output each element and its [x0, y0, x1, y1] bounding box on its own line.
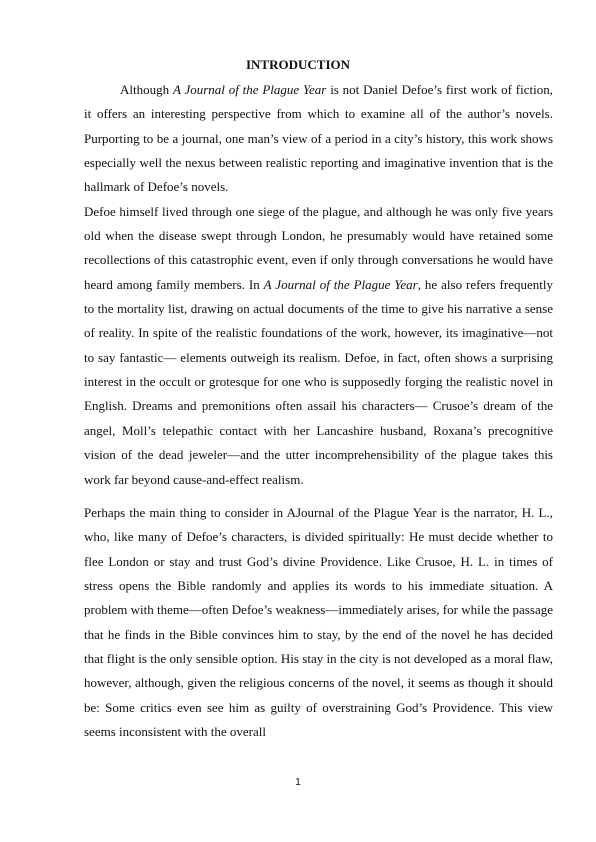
- book-title: A Journal of the Plague Year: [263, 276, 418, 292]
- body-text: [84, 78, 553, 744]
- book-title: A Journal of the Plague Year: [172, 82, 327, 97]
- paragraph-1: [84, 78, 553, 200]
- page-title: INTRODUCTION: [245, 57, 350, 72]
- paragraph-3: Perhaps the main thing to consider in AJournal of the Plague Year is the narrator, H. L., who, like many of Defoe’s characters, is divided spiritually: He must decide whether to flee London or stay and trust God’s divine Providence. Like Crusoe, H. L. in times of stress opens the Bible randomly and applies its words to his immediate situation. A problem with theme—often Defoe’s weakness—immediately arises, for while the passage that he finds in the Bible convinces him to stay, by the end of the novel he has decided that flight is the only sensible option. His stay in the city is not developed as a moral flaw, however, although, given the religious concerns of the novel, it seems as though it should be: Some critics even see him as guilty of overstraining God’s Providence. This view seems inconsistent with the overall: [84, 504, 553, 739]
- paragraph-2-rest: , he also refers frequently to the mortality list, drawing on actual documents of the time to give his narrative a sense of reality. In spite of the realistic foundations of the work, however, its imaginative—not to say fantastic— elements outweigh its realism. Defoe, in fact, often shows a surprising interest in the occult or grotesque for one who is supposedly forging the realistic novel in English. Dreams and premonitions often assail his characters— Crusoe’s dream of the angel, Moll’s telepathic contact with her Lancashire husband, Roxana’s precognitive vision of the dead jeweler—and the utter incomprehensibility of the plague takes this work far beyond cause-and-effect realism.: [84, 276, 553, 487]
- paragraph-1-start: Although: [120, 82, 173, 97]
- paragraph-2-start: Defoe himself lived through one siege of the plague, and although he was only five years old when the disease swept through London, he presumably would have retained some recollections of this catastrophic event, even if only through conversations he would have heard among family members. In: [84, 203, 553, 292]
- paragraph-2: [84, 200, 553, 492]
- paragraph-1-rest: is not Daniel Defoe’s first work of fiction, it offers an interesting perspective from which to examine all of the author’s novels. Purporting to be a journal, one man’s view of a period in a city’s history, this work shows especially well the nexus between realistic reporting and imaginative invention that is the hallmark of Defoe’s novels.: [84, 82, 553, 195]
- page-number: 1: [295, 777, 301, 788]
